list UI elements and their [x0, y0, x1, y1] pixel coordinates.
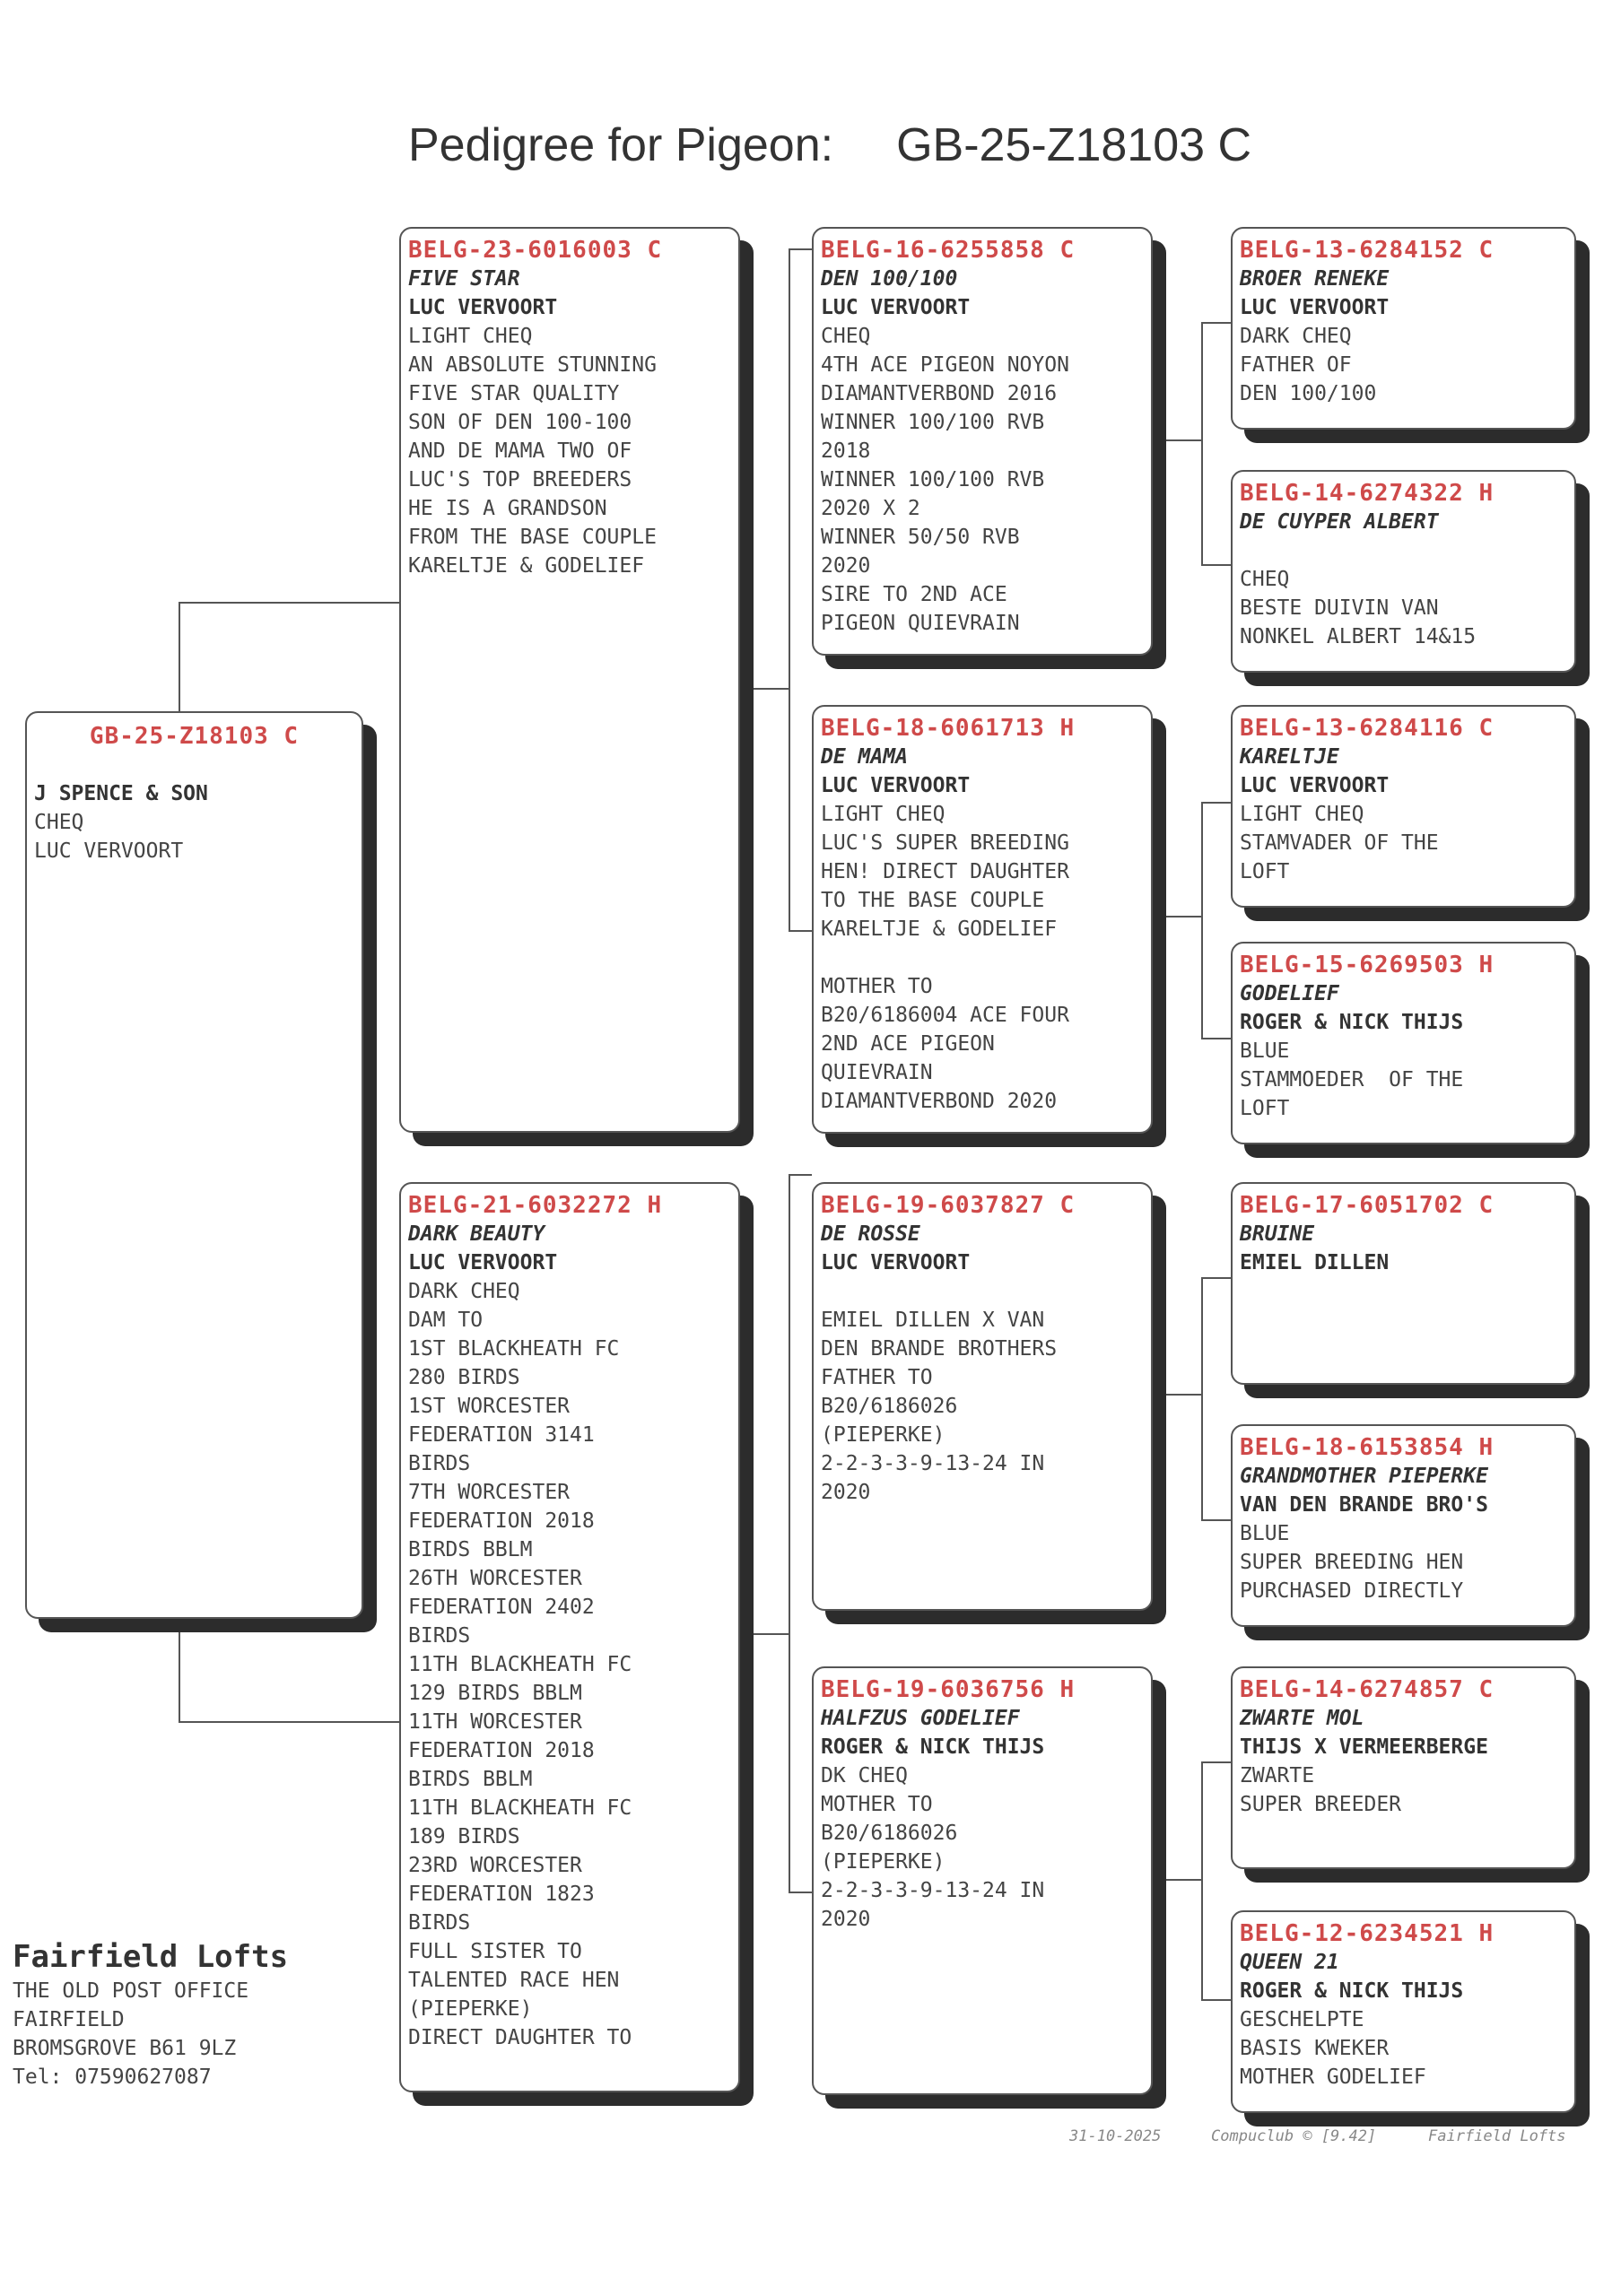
ddd-card	[1231, 1910, 1576, 2113]
ring-number: GB-25-Z18103 C	[89, 723, 300, 750]
sss-card	[1231, 227, 1576, 430]
card-line: LIGHT CHEQ	[408, 325, 533, 348]
card-line: DK CHEQ	[821, 1764, 908, 1787]
card-line: KARELTJE & GODELIEF	[408, 554, 645, 578]
ring-number: BELG-17-6051702 C	[1240, 1192, 1495, 1219]
breeder: ROGER & NICK THIJS	[1240, 1979, 1464, 2003]
card-line: 2ND ACE PIGEON	[821, 1032, 995, 1056]
loft-line: BROMSGROVE B61 9LZ	[13, 2037, 237, 2060]
card-line: HEN! DIRECT DAUGHTER	[821, 860, 1069, 883]
card-line: SON OF DEN 100-100	[408, 411, 632, 434]
ring-number: BELG-13-6284116 C	[1240, 715, 1495, 742]
card-line: BLUE	[1240, 1522, 1290, 1545]
card-line: FEDERATION 3141	[408, 1423, 595, 1447]
card-line: 1ST WORCESTER	[408, 1395, 571, 1418]
pigeon-name: HALFZUS GODELIEF	[821, 1707, 1020, 1730]
card-line: FEDERATION 2018	[408, 1509, 595, 1533]
card-line: 2-2-3-3-9-13-24 IN	[821, 1879, 1045, 1902]
ring-number: BELG-21-6032272 H	[408, 1192, 663, 1219]
sire-sire-card	[812, 227, 1153, 656]
card-line: MOTHER TO	[821, 1793, 933, 1816]
ring-number: BELG-18-6061713 H	[821, 715, 1076, 742]
card-line: FEDERATION 2018	[408, 1739, 595, 1762]
breeder: EMIEL DILLEN	[1240, 1251, 1390, 1274]
ring-number: BELG-23-6016003 C	[408, 237, 663, 264]
breeder: LUC VERVOORT	[821, 1251, 971, 1274]
card-line: LIGHT CHEQ	[821, 803, 946, 826]
card-line: 2020	[821, 1481, 871, 1504]
card-line: (PIEPERKE)	[821, 1423, 946, 1447]
breeder: LUC VERVOORT	[1240, 296, 1390, 319]
card-line: SIRE TO 2ND ACE	[821, 583, 1007, 606]
pigeon-name: DEN 100/100	[821, 267, 958, 291]
card-line: 4TH ACE PIGEON NOYON	[821, 353, 1069, 377]
pigeon-name: GODELIEF	[1240, 982, 1339, 1005]
card-line: DEN BRANDE BROTHERS	[821, 1337, 1058, 1361]
ssd-card	[1231, 470, 1576, 673]
breeder: THIJS X VERMEERBERGE	[1240, 1735, 1488, 1759]
pigeon-name: QUEEN 21	[1240, 1951, 1339, 1974]
loft-address	[13, 1937, 288, 2092]
card-line: DEN 100/100	[1240, 382, 1377, 405]
pigeon-name: GRANDMOTHER PIEPERKE	[1240, 1465, 1488, 1488]
sire-card	[399, 227, 740, 1133]
card-line: 1ST BLACKHEATH FC	[408, 1337, 620, 1361]
card-line	[821, 944, 1144, 972]
card-line: 2020	[821, 1908, 871, 1931]
card-line: 23RD WORCESTER	[408, 1854, 582, 1877]
card-line: 129 BIRDS BBLM	[408, 1682, 582, 1705]
card-line	[821, 1277, 1144, 1306]
ring-number: BELG-14-6274322 H	[1240, 480, 1495, 507]
breeder: LUC VERVOORT	[821, 296, 971, 319]
card-line: DIAMANTVERBOND 2020	[821, 1090, 1058, 1113]
card-line: CHEQ	[821, 325, 871, 348]
card-line: QUIEVRAIN	[821, 1061, 933, 1084]
card-line: 280 BIRDS	[408, 1366, 520, 1389]
breeder: LUC VERVOORT	[408, 1251, 558, 1274]
card-line: LIGHT CHEQ	[1240, 803, 1364, 826]
card-line: 2020	[821, 554, 871, 578]
sdd-card	[1231, 942, 1576, 1144]
card-line: FROM THE BASE COUPLE	[408, 526, 657, 549]
title-ring-number: GB-25-Z18103 C	[896, 119, 1252, 171]
card-line: BIRDS	[408, 1452, 471, 1475]
card-line: B20/6186026	[821, 1395, 958, 1418]
card-line: FULL SISTER TO	[408, 1940, 582, 1963]
breeder	[1240, 536, 1567, 565]
card-line: WINNER 100/100 RVB	[821, 468, 1045, 491]
dss-card	[1231, 1182, 1576, 1385]
pigeon-name: DE MAMA	[821, 745, 908, 769]
loft-phone: Tel: 07590627087	[13, 2066, 212, 2089]
breeder: J SPENCE & SON	[34, 782, 208, 805]
ring-number: BELG-13-6284152 C	[1240, 237, 1495, 264]
card-line: CHEQ	[34, 811, 84, 834]
card-line: 11TH BLACKHEATH FC	[408, 1796, 632, 1820]
card-line: ZWARTE	[1240, 1764, 1315, 1787]
card-line: TALENTED RACE HEN	[408, 1969, 620, 1992]
breeder: VAN DEN BRANDE BRO'S	[1240, 1493, 1488, 1517]
card-line: CHEQ	[1240, 568, 1290, 591]
card-line: LOFT	[1240, 860, 1290, 883]
card-line: DARK CHEQ	[1240, 325, 1352, 348]
card-line: BIRDS BBLM	[408, 1538, 533, 1561]
card-line: FIVE STAR QUALITY	[408, 382, 620, 405]
footer-date: 31-10-2025	[1069, 2127, 1162, 2145]
pigeon-name: DARK BEAUTY	[408, 1222, 545, 1246]
card-line: 26TH WORCESTER	[408, 1567, 582, 1590]
loft-name: Fairfield Lofts	[13, 1939, 289, 1975]
card-line: FEDERATION 2402	[408, 1596, 595, 1619]
card-line: LUC VERVOORT	[34, 839, 184, 863]
card-line: 7TH WORCESTER	[408, 1481, 571, 1504]
card-line: BIRDS	[408, 1911, 471, 1935]
card-line: TO THE BASE COUPLE	[821, 889, 1045, 912]
card-line: BIRDS	[408, 1624, 471, 1648]
dam-card	[399, 1182, 740, 2092]
card-line: STAMVADER OF THE	[1240, 831, 1439, 855]
dds-card	[1231, 1666, 1576, 1869]
card-line: AND DE MAMA TWO OF	[408, 439, 632, 463]
pigeon-name: FIVE STAR	[408, 267, 520, 291]
card-line: PURCHASED DIRECTLY	[1240, 1579, 1464, 1603]
card-line: FATHER OF	[1240, 353, 1352, 377]
card-line: HE IS A GRANDSON	[408, 497, 607, 520]
breeder: LUC VERVOORT	[408, 296, 558, 319]
dam-dam-card	[812, 1666, 1153, 2095]
card-line: BIRDS BBLM	[408, 1768, 533, 1791]
card-line: (PIEPERKE)	[408, 1997, 533, 2021]
card-line: BASIS KWEKER	[1240, 2037, 1390, 2060]
loft-line: THE OLD POST OFFICE	[13, 1979, 249, 2003]
card-line: LOFT	[1240, 1097, 1290, 1120]
card-line: WINNER 50/50 RVB	[821, 526, 1020, 549]
title-prefix: Pedigree for Pigeon:	[408, 119, 834, 171]
card-line: STAMMOEDER OF THE	[1240, 1068, 1464, 1091]
card-line: NONKEL ALBERT 14&15	[1240, 625, 1477, 648]
card-line: 2018	[821, 439, 871, 463]
loft-line: FAIRFIELD	[13, 2008, 125, 2031]
card-line: AN ABSOLUTE STUNNING	[408, 353, 657, 377]
card-line: BLUE	[1240, 1039, 1290, 1063]
card-line: MOTHER TO	[821, 975, 933, 998]
card-line: 11TH BLACKHEATH FC	[408, 1653, 632, 1676]
spacer	[34, 751, 354, 779]
footer-software: Compuclub © [9.42]	[1211, 2127, 1377, 2145]
pigeon-name: DE ROSSE	[821, 1222, 920, 1246]
card-line: WINNER 100/100 RVB	[821, 411, 1045, 434]
card-line: GESCHELPTE	[1240, 2008, 1364, 2031]
card-line: EMIEL DILLEN X VAN	[821, 1309, 1045, 1332]
sds-card	[1231, 705, 1576, 908]
breeder: ROGER & NICK THIJS	[1240, 1011, 1464, 1034]
card-line: FATHER TO	[821, 1366, 933, 1389]
subject-card	[25, 711, 363, 1619]
card-line: B20/6186026	[821, 1822, 958, 1845]
ring-number: BELG-12-6234521 H	[1240, 1920, 1495, 1947]
sire-dam-card	[812, 705, 1153, 1134]
card-line: SUPER BREEDER	[1240, 1793, 1402, 1816]
card-line: (PIEPERKE)	[821, 1850, 946, 1874]
ring-number: BELG-18-6153854 H	[1240, 1434, 1495, 1461]
ring-number: BELG-14-6274857 C	[1240, 1676, 1495, 1703]
ring-number: BELG-15-6269503 H	[1240, 952, 1495, 978]
pigeon-name: DE CUYPER ALBERT	[1240, 510, 1439, 534]
breeder: ROGER & NICK THIJS	[821, 1735, 1045, 1759]
dam-sire-card	[812, 1182, 1153, 1611]
card-line: DARK CHEQ	[408, 1280, 520, 1303]
card-line: DAM TO	[408, 1309, 484, 1332]
card-line: LUC'S SUPER BREEDING	[821, 831, 1069, 855]
card-line: LUC'S TOP BREEDERS	[408, 468, 632, 491]
card-line: 2-2-3-3-9-13-24 IN	[821, 1452, 1045, 1475]
card-line: SUPER BREEDING HEN	[1240, 1551, 1464, 1574]
pigeon-name: BRUINE	[1240, 1222, 1315, 1246]
card-line: MOTHER GODELIEF	[1240, 2066, 1426, 2089]
breeder: LUC VERVOORT	[1240, 774, 1390, 797]
card-line: 2020 X 2	[821, 497, 920, 520]
card-line: 11TH WORCESTER	[408, 1710, 582, 1734]
ring-number: BELG-19-6036756 H	[821, 1676, 1076, 1703]
pigeon-name: BROER RENEKE	[1240, 267, 1390, 291]
pigeon-name: KARELTJE	[1240, 745, 1339, 769]
pigeon-name: ZWARTE MOL	[1240, 1707, 1364, 1730]
breeder: LUC VERVOORT	[821, 774, 971, 797]
card-line: KARELTJE & GODELIEF	[821, 918, 1058, 941]
dsd-card	[1231, 1424, 1576, 1627]
card-line: 189 BIRDS	[408, 1825, 520, 1848]
ring-number: BELG-16-6255858 C	[821, 237, 1076, 264]
card-line: FEDERATION 1823	[408, 1883, 595, 1906]
card-line: PIGEON QUIEVRAIN	[821, 612, 1020, 635]
card-line: BESTE DUIVIN VAN	[1240, 596, 1439, 620]
card-line: DIAMANTVERBOND 2016	[821, 382, 1058, 405]
card-line: B20/6186004 ACE FOUR	[821, 1004, 1069, 1027]
footer-loft: Fairfield Lofts	[1428, 2127, 1566, 2145]
ring-number: BELG-19-6037827 C	[821, 1192, 1076, 1219]
card-line: DIRECT DAUGHTER TO	[408, 2026, 632, 2049]
